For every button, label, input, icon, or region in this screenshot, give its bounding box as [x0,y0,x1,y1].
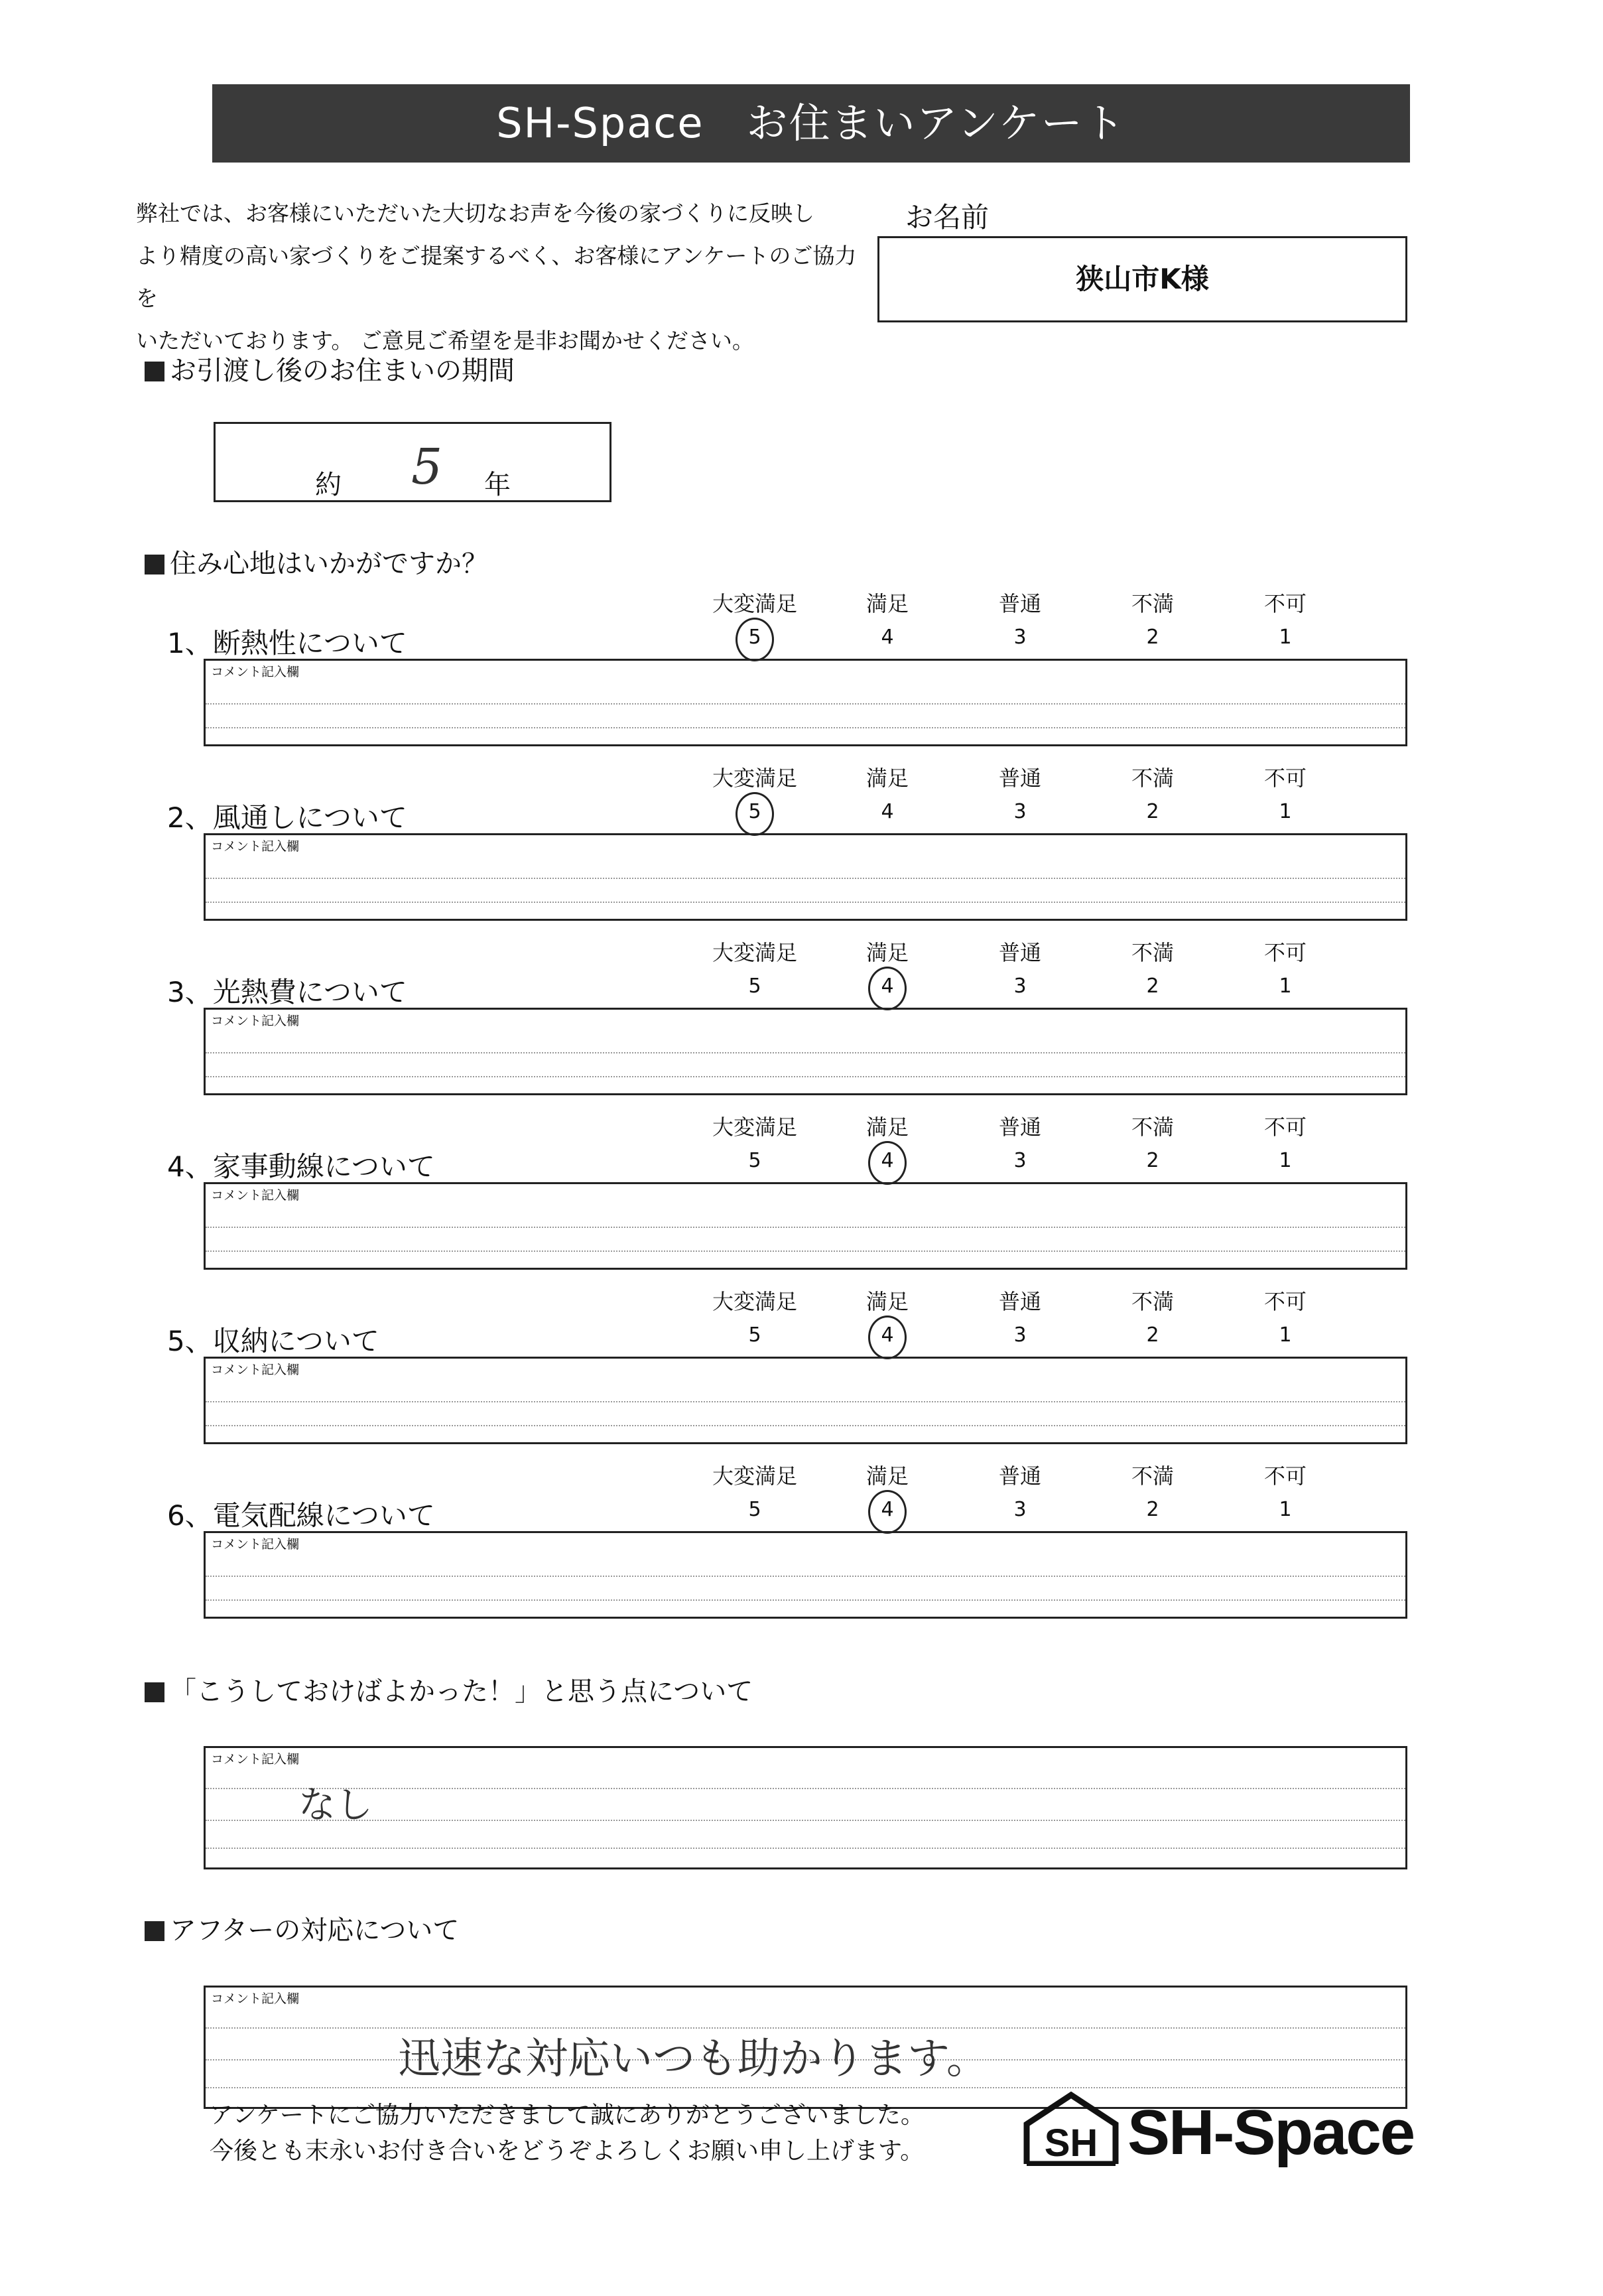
comfort-heading: 住み心地はいかがですか？ [145,543,488,580]
dotted-rule [206,1250,1405,1252]
rating-option[interactable]: 1 [1279,1498,1292,1521]
rating-scale-label: 大変満足 [712,591,797,616]
rating-scale-label: 不満 [1131,766,1174,791]
regret-comment: なし [298,1784,373,1827]
dotted-rule [206,1599,1405,1601]
selected-rating-circle [868,1490,907,1534]
rating-option[interactable]: 3 [1013,1498,1027,1521]
rating-option[interactable]: 1 [1279,800,1292,823]
question-label: 4、家事動線について [167,1150,435,1183]
period-prefix: 約 [315,470,342,500]
question-label: 2、風通しについて [167,801,407,834]
selected-rating-circle [868,967,907,1010]
rating-option[interactable]: 4 [881,800,894,823]
comment-label: コメント記入欄 [211,1537,300,1552]
rating-scale-label: 不満 [1131,940,1174,965]
rating-option[interactable]: 5 [748,626,761,649]
comment-label: コメント記入欄 [211,1014,300,1028]
dotted-rule [206,1576,1405,1577]
rating-option[interactable]: 5 [748,1498,761,1521]
rating-scale-label: 普通 [998,591,1041,616]
house-logo-icon [1021,2090,1121,2166]
comment-label: コメント記入欄 [211,1363,300,1377]
after-heading: アフターの対応について [145,1909,459,1947]
rating-option[interactable]: 3 [1013,800,1027,823]
rating-option[interactable]: 3 [1013,1149,1027,1172]
dotted-rule [206,1848,1405,1849]
dotted-rule [206,2087,1405,2088]
period-heading: お引渡し後のお住まいの期間 [145,350,515,387]
comment-box[interactable] [204,1008,1407,1095]
question-row [0,587,1603,762]
comment-box[interactable] [204,1531,1407,1619]
comment-box[interactable] [204,659,1407,746]
rating-scale-label: 不可 [1263,1289,1307,1314]
name-label: お名前 [905,201,990,234]
comment-label: コメント記入欄 [211,665,300,679]
rating-scale-label: 不可 [1263,1463,1307,1489]
rating-option[interactable]: 4 [881,1149,894,1172]
rating-option[interactable]: 2 [1146,975,1159,998]
question-label: 6、電気配線について [167,1499,435,1532]
rating-option[interactable]: 3 [1013,1323,1027,1347]
rating-option[interactable]: 4 [881,1498,894,1521]
rating-option[interactable]: 4 [881,975,894,998]
rating-scale-label: 大変満足 [712,1289,797,1314]
rating-scale-label: 普通 [998,1289,1041,1314]
rating-scale-label: 普通 [998,1114,1041,1140]
dotted-rule [206,1788,1405,1789]
rating-option[interactable]: 2 [1146,800,1159,823]
rating-option[interactable]: 1 [1279,1149,1292,1172]
rating-scale-label: 大変満足 [712,766,797,791]
rating-option[interactable]: 2 [1146,1498,1159,1521]
regret-heading: 「こうしておけばよかった！」と思う点について [145,1670,753,1708]
selected-rating-circle [736,792,774,836]
rating-scale-label: 不満 [1131,591,1174,616]
square-bullet-icon [145,555,164,574]
intro-line: 弊社では、お客様にいただいた大切なお声を今後の家づくりに反映し [136,200,814,226]
rating-option[interactable]: 5 [748,1149,761,1172]
dotted-rule [206,1401,1405,1402]
name-field[interactable]: 狭山市K様 [877,236,1407,322]
thanks-message [210,2098,925,2169]
dotted-rule [206,1227,1405,1228]
intro-line: より精度の高い家づくりをご提案するべく、お客様にアンケートのご協力を [136,243,857,311]
comment-box[interactable] [204,1182,1407,1270]
rating-scale-label: 満足 [866,1289,909,1314]
period-value: 5 [411,439,443,496]
rating-scale-label: 大変満足 [712,940,797,965]
logo-text: SH-Space [1127,2097,1415,2168]
rating-option[interactable]: 1 [1279,1323,1292,1347]
regret-comment-box[interactable] [204,1746,1407,1869]
rating-option[interactable]: 5 [748,975,761,998]
square-bullet-icon [145,1921,164,1941]
comment-label: コメント記入欄 [211,1992,300,2006]
question-row [0,1285,1603,1459]
dotted-rule [206,1425,1405,1426]
rating-scale-label: 大変満足 [712,1114,797,1140]
dotted-rule [206,1076,1405,1077]
selected-rating-circle [736,618,774,661]
rating-option[interactable]: 4 [881,626,894,649]
rating-option[interactable]: 5 [748,1323,761,1347]
rating-scale-label: 不満 [1131,1289,1174,1314]
period-field[interactable] [214,422,611,502]
rating-scale-label: 満足 [866,591,909,616]
period-suffix: 年 [484,470,511,500]
question-label: 5、収納について [167,1325,379,1357]
page-title: SH-Space お住まいアンケート [212,84,1410,163]
selected-rating-circle [868,1141,907,1185]
rating-scale-label: 満足 [866,940,909,965]
after-comment: 迅速な対応いつも助かります。 [398,2035,989,2084]
question-row [0,936,1603,1111]
selected-rating-circle [868,1316,907,1359]
thanks-line: 今後とも末永いお付き合いをどうぞよろしくお願い申し上げます。 [210,2137,925,2165]
rating-scale-label: 不可 [1263,940,1307,965]
square-bullet-icon [145,1682,164,1702]
intro-line: いただいております。 ご意見ご希望を是非お聞かせください。 [136,328,754,354]
rating-option[interactable]: 2 [1146,626,1159,649]
dotted-rule [206,703,1405,705]
rating-scale-label: 満足 [866,766,909,791]
rating-option[interactable]: 3 [1013,975,1027,998]
rating-scale-label: 不可 [1263,591,1307,616]
comment-box[interactable] [204,1357,1407,1444]
svg-text:SH: SH [1044,2122,1098,2165]
comment-label: コメント記入欄 [211,839,300,854]
rating-option[interactable]: 1 [1279,975,1292,998]
rating-scale-label: 満足 [866,1114,909,1140]
rating-option[interactable]: 2 [1146,1323,1159,1347]
rating-option[interactable]: 3 [1013,626,1027,649]
comment-label: コメント記入欄 [211,1752,300,1767]
rating-scale-label: 普通 [998,766,1041,791]
question-label: 3、光熱費について [167,976,407,1008]
question-label: 1、断熱性について [167,627,407,659]
comment-label: コメント記入欄 [211,1188,300,1203]
thanks-line: アンケートにご協力いただきまして誠にありがとうございました。 [210,2102,925,2129]
dotted-rule [206,1052,1405,1053]
comment-box[interactable] [204,833,1407,921]
rating-option[interactable]: 4 [881,1323,894,1347]
rating-scale-label: 不可 [1263,766,1307,791]
rating-scale-label: 不可 [1263,1114,1307,1140]
rating-option[interactable]: 2 [1146,1149,1159,1172]
rating-scale-label: 普通 [998,940,1041,965]
rating-scale-label: 不満 [1131,1463,1174,1489]
question-row [0,762,1603,936]
dotted-rule [206,878,1405,879]
dotted-rule [206,902,1405,903]
after-comment-box[interactable] [204,1986,1407,2109]
intro-text [136,192,866,362]
rating-scale-label: 普通 [998,1463,1041,1489]
question-row [0,1459,1603,1634]
dotted-rule [206,727,1405,728]
question-row [0,1111,1603,1285]
rating-option[interactable]: 1 [1279,626,1292,649]
rating-scale-label: 不満 [1131,1114,1174,1140]
square-bullet-icon [145,362,164,381]
dotted-rule [206,1820,1405,1821]
rating-scale-label: 満足 [866,1463,909,1489]
rating-scale-label: 大変満足 [712,1463,797,1489]
rating-option[interactable]: 5 [748,800,761,823]
